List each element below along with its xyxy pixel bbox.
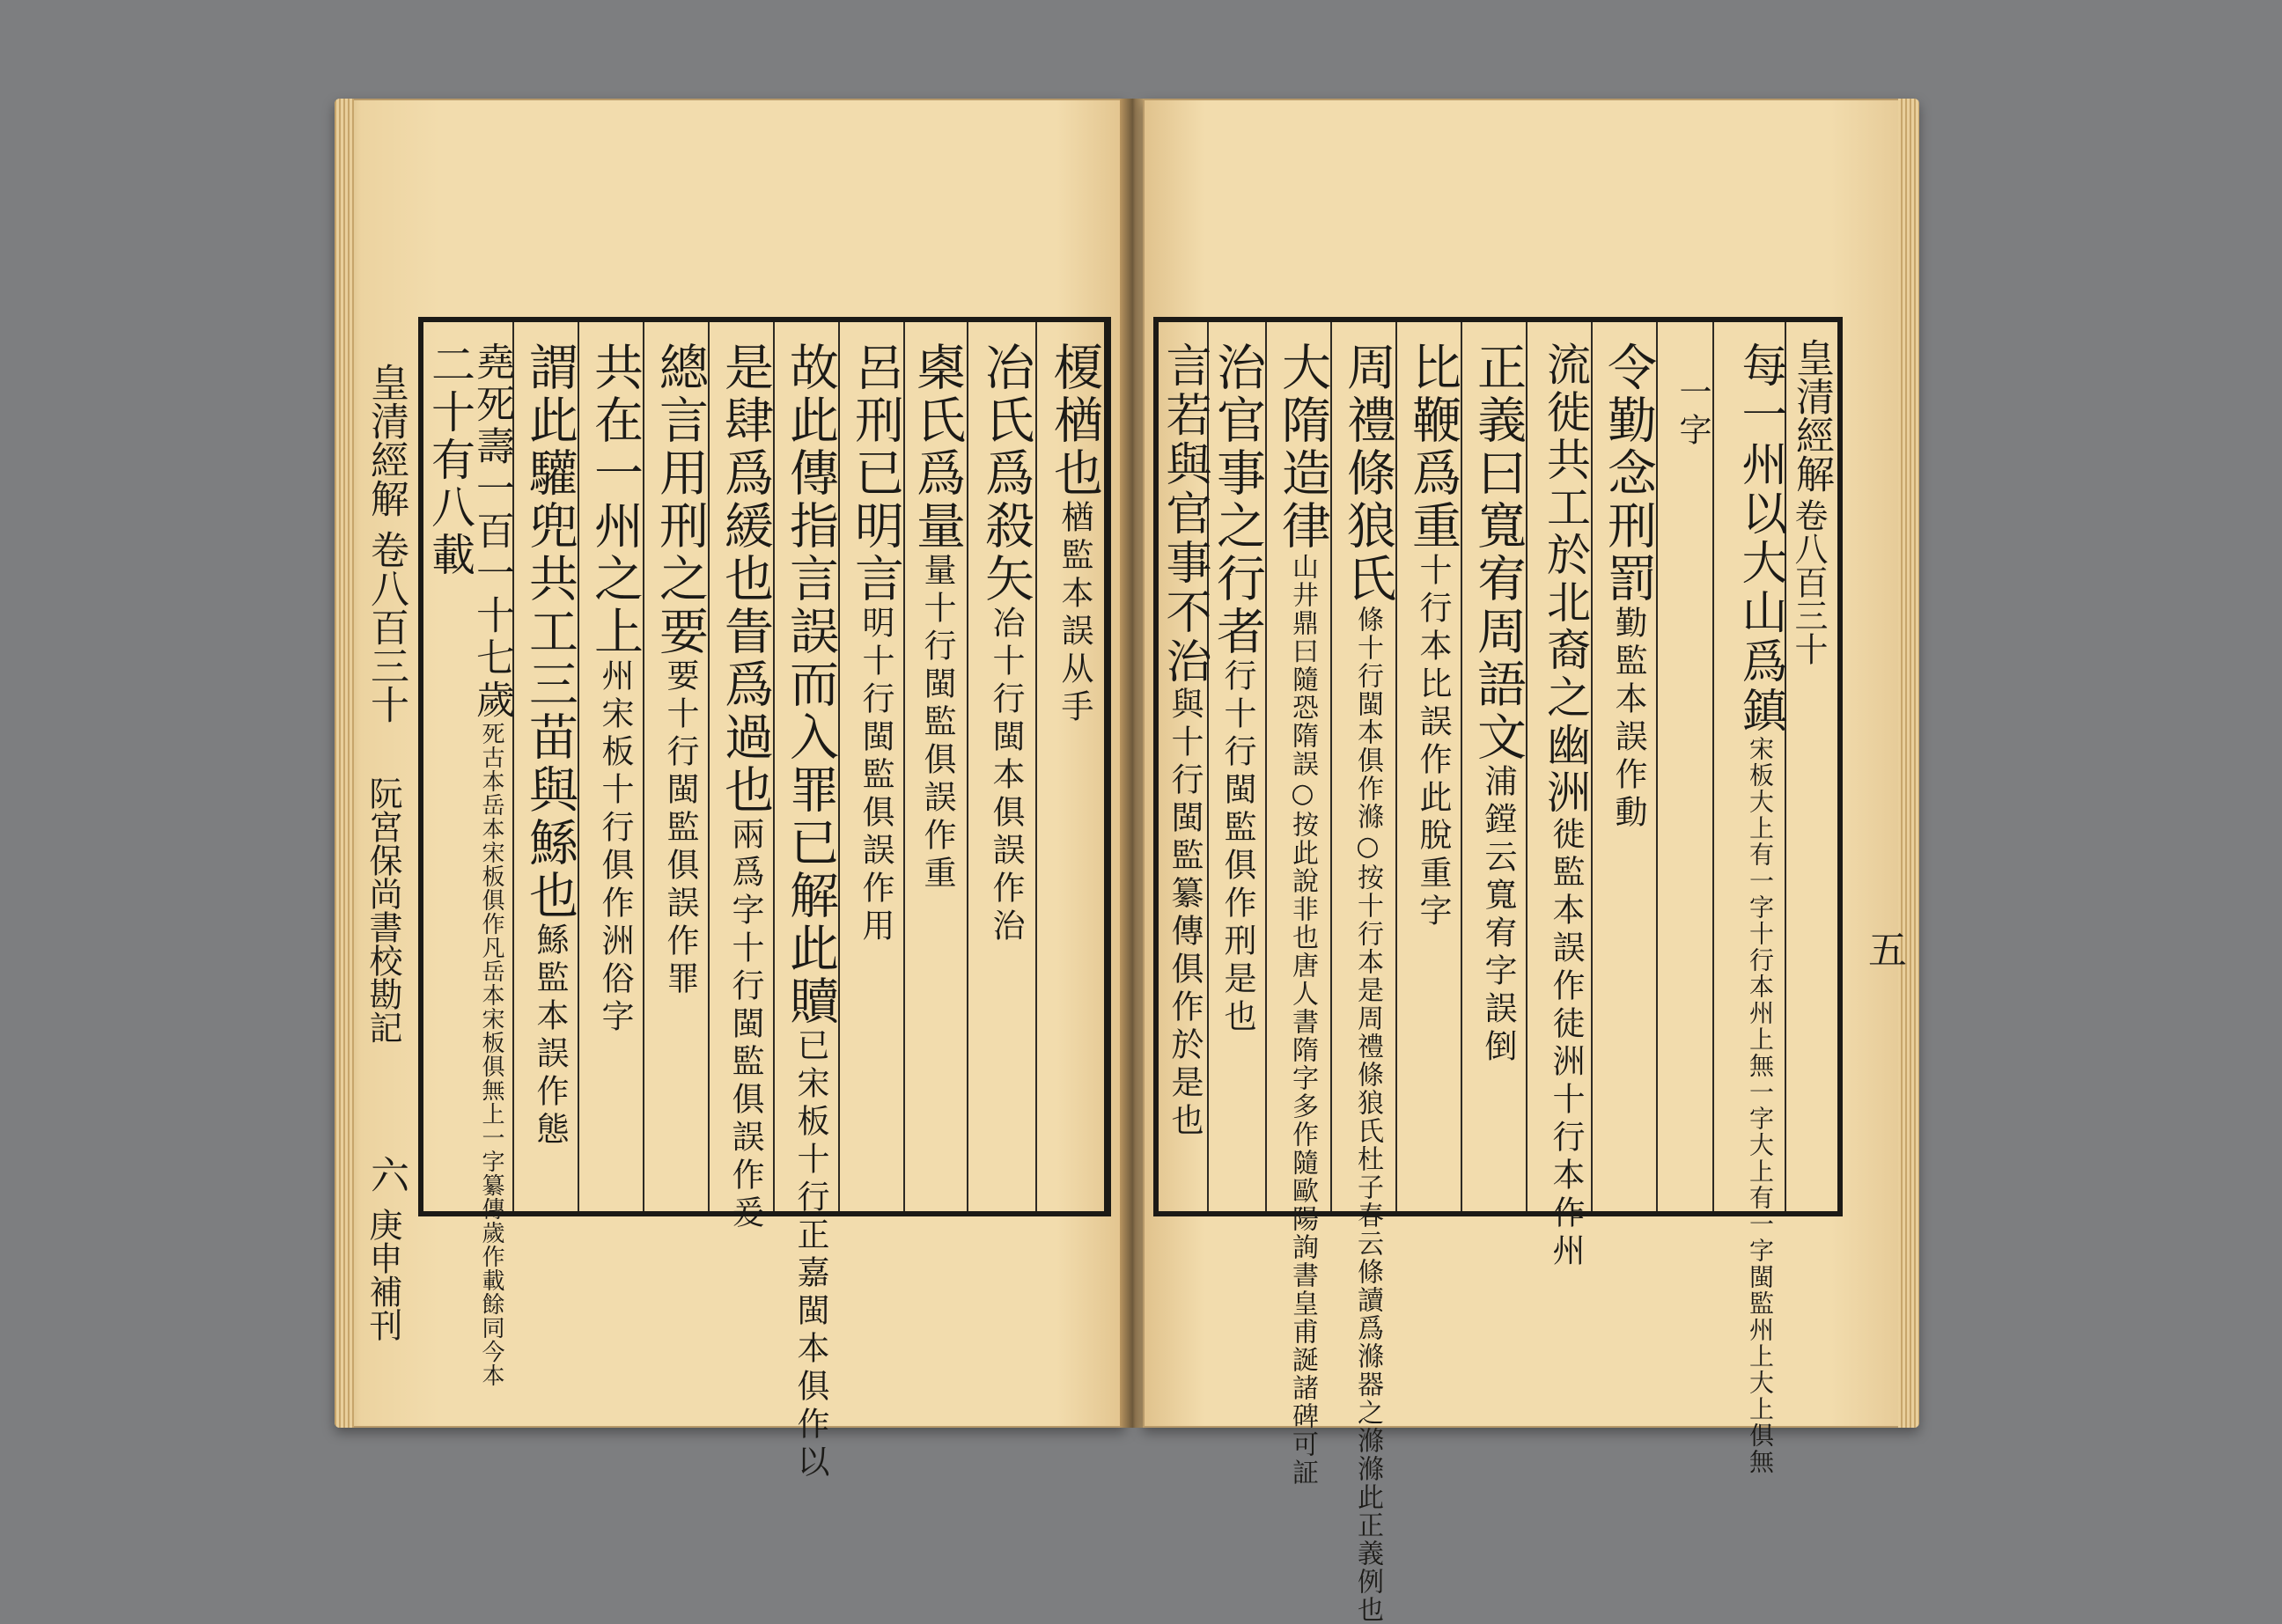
- fold-line: [1104, 322, 1106, 1211]
- margin-volume: 卷八百三十: [364, 530, 409, 724]
- text-column: 治官事之行者行十行閩監俱作刑是也: [1209, 342, 1266, 1037]
- margin-footer-number: 六: [364, 1155, 409, 1194]
- column-rule: [1035, 322, 1037, 1211]
- column-rule: [1591, 322, 1593, 1211]
- text-column: 謂此驩兜共工三苗與鯀也鯀監本誤作態: [521, 342, 578, 1150]
- text-column-wide: 堯死壽一百一十七歲死古本岳本宋板俱作凡岳本宋板俱無上一字纂傳歲作載餘同今本: [469, 342, 514, 1387]
- column-rule: [967, 322, 968, 1211]
- text-column: 比鞭爲重十行本比誤作此脫重字: [1404, 342, 1461, 931]
- page-edges-left: [335, 99, 354, 1428]
- margin-footer-number: 五: [1861, 930, 1906, 968]
- text-column: 共在一州之上州宋板十行俱作洲俗字: [586, 342, 644, 1037]
- text-column: 故此傳指言誤而入罪已解此贖已宋板十行正嘉閩本俱作以: [782, 342, 839, 1482]
- left-text-frame: [418, 317, 1111, 1482]
- text-column: 冶氏爲殺矢冶十行閩本俱誤作治: [977, 342, 1034, 946]
- left-margin-strip: [361, 363, 414, 1375]
- text-column: 流徙共工於北裔之幽洲徙監本誤作徒洲十行本作州: [1540, 342, 1591, 1271]
- text-column: 二十有八載: [424, 342, 475, 579]
- text-column: 㮚氏爲量量十行閩監俱誤作重: [909, 342, 966, 893]
- open-book: [335, 99, 1919, 1624]
- text-column: 總言用刑之要要十行閩監俱誤作罪: [651, 342, 709, 999]
- text-column: 言若與官事不治與十行閩監纂傳俱作於是也: [1158, 342, 1211, 1141]
- margin-center-text: 阮宮保尚書校勘記: [364, 776, 402, 1044]
- text-column: 是肆爲緩也眚爲過也兩爲字十行閩監俱誤作爰: [717, 342, 774, 1233]
- margin-footer-text: 庚申補刊: [364, 1208, 402, 1341]
- text-column: 一字: [1674, 375, 1712, 451]
- margin-volume: 卷八百三十: [1789, 498, 1828, 665]
- text-column: 正義曰寬宥周語文浦鏜云寬宥字誤倒: [1469, 342, 1527, 1067]
- margin-title: 皇清經解: [364, 363, 409, 518]
- text-column: 令勤念刑罰勤監本誤作動: [1600, 342, 1657, 833]
- column-rule: [1712, 322, 1714, 1211]
- text-column: 榎楢也楢監本誤从手: [1046, 342, 1103, 727]
- text-column: 呂刑已明言明十行閩監俱誤作用: [847, 342, 904, 946]
- text-column-wide: 每一州以大山爲鎮宋板大上有一字十行本州上無一字大上有一字閩監州上大上俱無: [1734, 342, 1786, 1475]
- text-column: 大隋造律山井鼎曰隨恐隋誤○按此說非也唐人書隋字多作隨歐陽詢書皇甫誕諸碑可証: [1274, 342, 1331, 1487]
- text-column: 周禮條狼氏條十行閩本俱作滌○按十行本是周禮條狼氏杜子春云條讀爲滌器之滌滌此正義例也: [1339, 342, 1396, 1624]
- left-page: [335, 99, 1125, 1482]
- right-margin-strip: [1790, 322, 1832, 1211]
- margin-title: 皇清經解: [1789, 338, 1834, 493]
- right-text-frame: [1153, 317, 1906, 1624]
- page-edges-right: [1898, 99, 1919, 1428]
